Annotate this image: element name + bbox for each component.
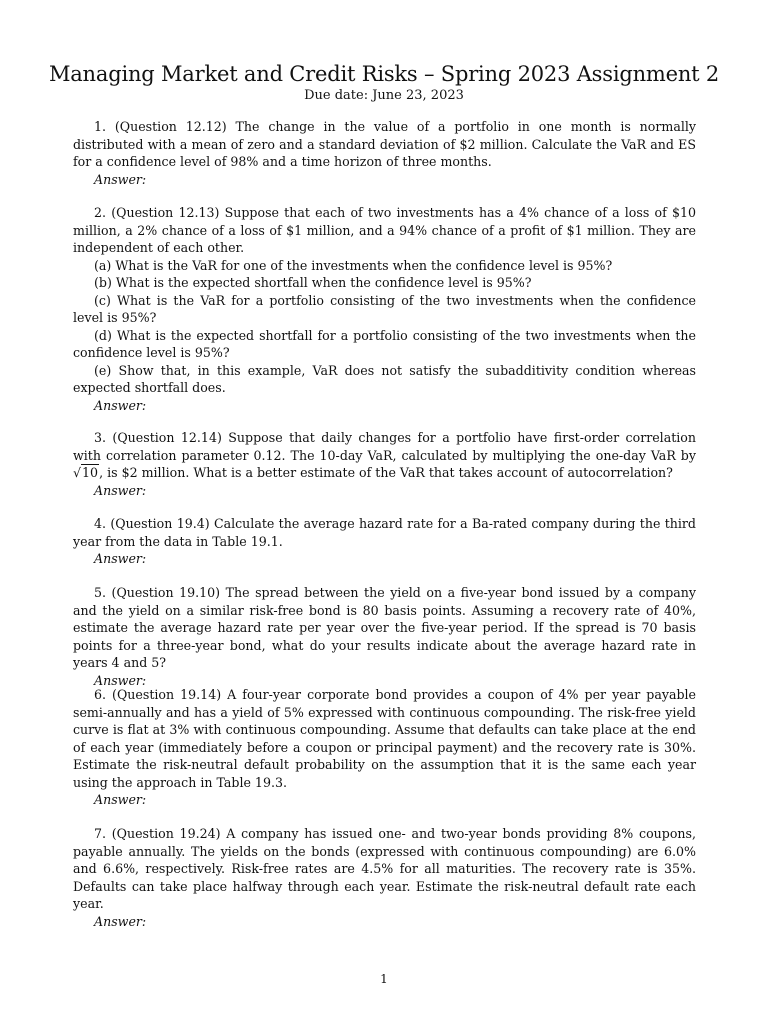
question-2a: (a) What is the VaR for one of the investments when the confidence level is 95%?	[94, 257, 613, 273]
question-4-text: 4. (Question 19.4) Calculate the average hazard rate for a Ba-rated company during the third year from the data in Table 19.1.	[73, 516, 696, 549]
question-6	[73, 686, 696, 809]
due-date: Due date: June 23, 2023	[304, 88, 464, 103]
question-1-text: 1. (Question 12.12) The change in the value of a portfolio in one month is normally distributed with a mean of zero and a standard deviation of $2 million. Calculate the VaR and ES for a confidence level of 98% and a time horizon of three months.	[73, 119, 696, 169]
answer-label: Answer:	[94, 482, 147, 498]
question-6-text: 6. (Question 19.14) A four-year corporate bond provides a coupon of 4% per year payable semi-annually and has a yield of 5% expressed with continuous compounding. The risk-free yield curve is flat at 3% with continuous compounding. Assume that defaults can take place at the end of each year (immediately before a coupon or principal payment) and the recovery rate is 30%. Estimate the risk-neutral default probability on the assumption that it is the same each year using the approach in Table 19.3.	[73, 687, 696, 790]
question-7	[73, 825, 696, 930]
question-2d: (d) What is the expected shortfall for a portfolio consisting of the two investments when the confidence level is 95%?	[73, 327, 696, 360]
answer-label: Answer:	[94, 171, 147, 187]
question-2-text: 2. (Question 12.13) Suppose that each of two investments has a 4% chance of a loss of $10 million, a 2% chance of a loss of $1 million, and a 94% chance of a profit of $1 million. They are independent of each other.	[73, 205, 696, 255]
question-5-text: 5. (Question 19.10) The spread between the yield on a five-year bond issued by a company and the yield on a similar risk-free bond is 80 basis points. Assuming a recovery rate of 40%, estimate the average hazard rate per year over the five-year period. If the spread is 70 basis points for a three-year bond, what do your results indicate about the average hazard rate in years 4 and 5?	[73, 585, 696, 670]
page-title: Managing Market and Credit Risks – Spring 2023 Assignment 2	[48, 62, 720, 86]
question-5	[73, 584, 696, 689]
question-3-text	[73, 429, 696, 482]
question-4	[73, 515, 696, 568]
question-2b: (b) What is the expected shortfall when the confidence level is 95%?	[94, 275, 532, 290]
sqrt-radicand: 10	[82, 465, 99, 480]
question-2e: (e) Show that, in this example, VaR does not satisfy the subadditivity condition whereas expected shortfall does.	[73, 362, 696, 395]
answer-label: Answer:	[94, 672, 147, 688]
question-2	[73, 204, 696, 414]
sqrt-expression	[73, 464, 99, 480]
question-3-text-before: 3. (Question 12.14) Suppose that daily changes for a portfolio have first-order correlation with correlation parameter 0.12. The 10-day VaR, calculated by multiplying the one-day VaR by	[73, 430, 696, 463]
answer-label: Answer:	[94, 397, 147, 413]
question-1	[73, 118, 696, 188]
answer-label: Answer:	[94, 792, 147, 807]
answer-label: Answer:	[94, 913, 147, 929]
question-3	[73, 429, 696, 499]
question-3-text-after: , is $2 million. What is a better estimate of the VaR that takes account of autocorrelation?	[99, 465, 673, 480]
question-2c: (c) What is the VaR for a portfolio consisting of the two investments when the confidence level is 95%?	[73, 292, 696, 325]
page-number: 1	[380, 972, 388, 986]
sqrt-icon: √	[73, 465, 82, 480]
answer-label: Answer:	[94, 551, 147, 566]
question-7-text: 7. (Question 19.24) A company has issued one- and two-year bonds providing 8% coupons, payable annually. The yields on the bonds (expressed with continuous compounding) are 6.0% and 6.6%, respectively. Risk-free rates are 4.5% for all maturities. The recovery rate is 35%. Defaults can take place halfway through each year. Estimate the risk-neutral default rate each year.	[73, 826, 696, 911]
